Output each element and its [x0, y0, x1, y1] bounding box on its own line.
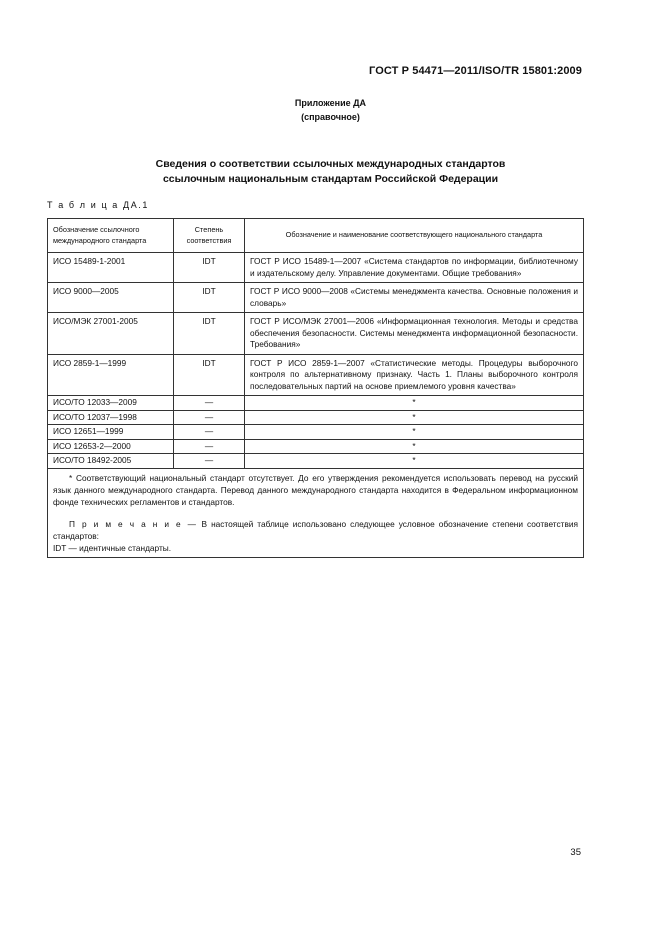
table-row	[48, 425, 584, 440]
appendix-subtitle: (справочное)	[301, 112, 360, 122]
cell-standard: ИСО/МЭК 27001-2005	[48, 313, 174, 355]
appendix-label	[0, 96, 661, 124]
cell-standard: ИСО 12653-2—2000	[48, 439, 174, 454]
header-international-standard: Обозначение ссылочного международного стандарта	[48, 219, 174, 253]
cell-national: *	[245, 410, 584, 425]
cell-degree: —	[174, 410, 245, 425]
footnote-text: * Соответствующий национальный стандарт отсутствует. До его утверждения рекомендуется использовать перевод на русский язык данного международного стандарта. Перевод данного международного стандарта находится в Федеральном информационном фонде технических регламентов и стандартов.	[53, 472, 578, 507]
cell-standard: ИСО/ТО 12037—1998	[48, 410, 174, 425]
appendix-title: Приложение ДА	[294, 98, 367, 108]
cell-standard: ИСО 15489-1-2001	[48, 253, 174, 283]
cell-national: *	[245, 425, 584, 440]
heading-line-2: ссылочным национальным стандартам Российской Федерации	[162, 173, 499, 185]
cell-standard: ИСО 2859-1—1999	[48, 354, 174, 396]
cell-national: ГОСТ Р ИСО/МЭК 27001—2006 «Информационная технология. Методы и средства обеспечения безопасности. Системы менеджмента информационной безопасности. Требования»	[245, 313, 584, 355]
page-number: 35	[570, 847, 581, 858]
cell-national: *	[245, 396, 584, 411]
note-item: IDT — идентичные стандарты.	[53, 542, 172, 553]
table-caption: Т а б л и ц а ДА.1	[47, 200, 150, 210]
table-row	[48, 396, 584, 411]
cell-national: *	[245, 454, 584, 469]
table-row	[48, 439, 584, 454]
cell-national: ГОСТ Р ИСО 9000—2008 «Системы менеджмента качества. Основные положения и словарь»	[245, 283, 584, 313]
table-row	[48, 354, 584, 396]
table-row	[48, 454, 584, 469]
table-row	[48, 253, 584, 283]
cell-standard: ИСО 12651—1999	[48, 425, 174, 440]
cell-national: ГОСТ Р ИСО 15489-1—2007 «Система стандартов по информации, библиотечному и издательскому делу. Управление документами. Общие требования»	[245, 253, 584, 283]
cell-degree: —	[174, 454, 245, 469]
cell-degree: IDT	[174, 354, 245, 396]
table-footnote-row	[48, 468, 584, 557]
table-row	[48, 313, 584, 355]
cell-standard: ИСО/ТО 18492-2005	[48, 454, 174, 469]
cell-national: *	[245, 439, 584, 454]
section-heading	[0, 157, 661, 187]
document-code: ГОСТ Р 54471—2011/ISO/TR 15801:2009	[369, 65, 582, 77]
header-degree: Степень соответствия	[174, 219, 245, 253]
cell-standard: ИСО 9000—2005	[48, 283, 174, 313]
note	[53, 518, 578, 542]
table-header-row	[48, 219, 584, 253]
cell-degree: IDT	[174, 313, 245, 355]
cell-degree: —	[174, 396, 245, 411]
heading-line-1: Сведения о соответствии ссылочных международных стандартов	[155, 158, 506, 170]
header-national-standard: Обозначение и наименование соответствующего национального стандарта	[245, 219, 584, 253]
cell-degree: IDT	[174, 253, 245, 283]
cell-degree: —	[174, 425, 245, 440]
cell-national: ГОСТ Р ИСО 2859-1—2007 «Статистические методы. Процедуры выборочного контроля по альтернативному признаку. Часть 1. Планы выборочного контроля последовательных партий на основе приемлемого уровня качества»	[245, 354, 584, 396]
note-label: П р и м е ч а н и е —	[69, 518, 198, 529]
table-row	[48, 410, 584, 425]
correspondence-table	[47, 218, 584, 558]
cell-standard: ИСО/ТО 12033—2009	[48, 396, 174, 411]
cell-degree: —	[174, 439, 245, 454]
note-text: В настоящей таблице использовано следующее условное обозначение степени соответствия стандартов:	[53, 518, 578, 541]
table-footnote-cell	[48, 468, 584, 557]
table-row	[48, 283, 584, 313]
cell-degree: IDT	[174, 283, 245, 313]
